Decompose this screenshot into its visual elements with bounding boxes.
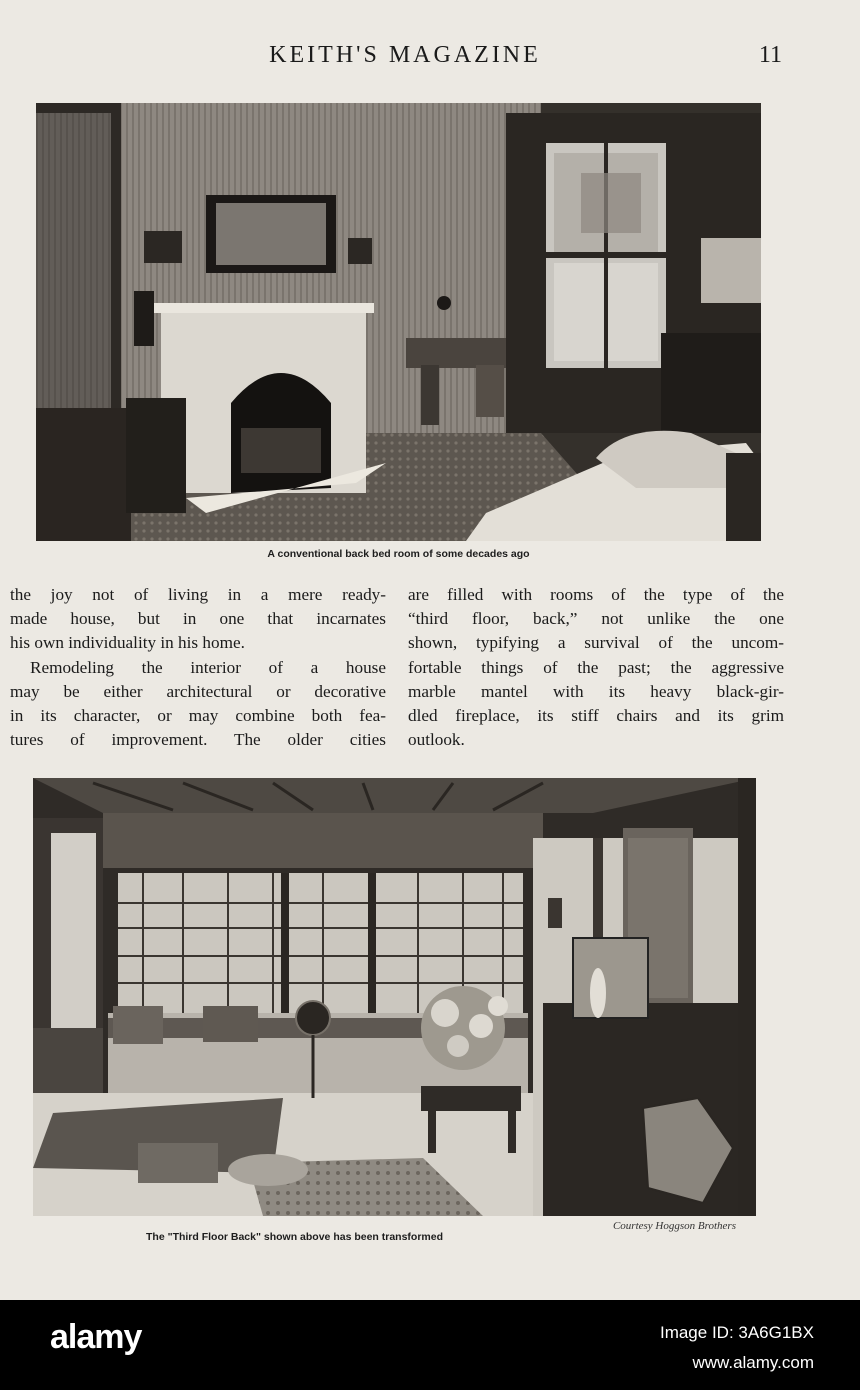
text-line: “third floor, back,” not unlike the one: [408, 609, 784, 629]
photo-old-bedroom: [36, 103, 761, 541]
text-line: dled fireplace, its stiff chairs and its grim: [408, 706, 784, 726]
text-line: shown, typifying a survival of the uncom-: [408, 633, 784, 653]
caption-transformed-room: The "Third Floor Back" shown above has been transformed: [146, 1231, 444, 1243]
text-line: outlook.: [408, 730, 465, 750]
page-number: 11: [758, 42, 782, 68]
text-line: Remodeling the interior of a house: [30, 657, 386, 677]
text-line: marble mantel with its heavy black-gir-: [408, 681, 784, 701]
text-line: are filled with rooms of the type of the: [408, 585, 784, 604]
text-line: his own individuality in his home.: [10, 633, 245, 653]
text-line: the joy not of living in a mere ready-: [10, 585, 386, 604]
photo-credit: Courtesy Hoggson Brothers: [612, 1220, 736, 1232]
caption-old-bedroom: A conventional back bed room of some decades ago: [267, 548, 530, 560]
stock-logo: alamy: [50, 1318, 142, 1356]
running-title: KEITH'S MAGAZINE: [269, 42, 541, 68]
text-column-right: [408, 583, 784, 752]
stock-image-id: Image ID: 3A6G1BX: [659, 1323, 814, 1342]
text-line: tures of improvement. The older cities: [10, 730, 386, 750]
text-line: fortable things of the past; the aggressive: [408, 657, 784, 677]
text-line: made house, but in one that incarnates: [10, 609, 386, 629]
text-column-left: [10, 583, 386, 752]
stock-site: www.alamy.com: [692, 1353, 814, 1372]
paragraph: [408, 583, 784, 752]
paragraph: [10, 656, 386, 753]
paragraph: [10, 583, 386, 656]
text-line: may be either architectural or decorative: [10, 681, 386, 701]
photo-transformed-room: [33, 778, 756, 1216]
stock-footer-bar: [0, 1300, 860, 1390]
stock-image-info: [660, 1318, 814, 1378]
text-line: in its character, or may combine both fea-: [10, 706, 386, 726]
